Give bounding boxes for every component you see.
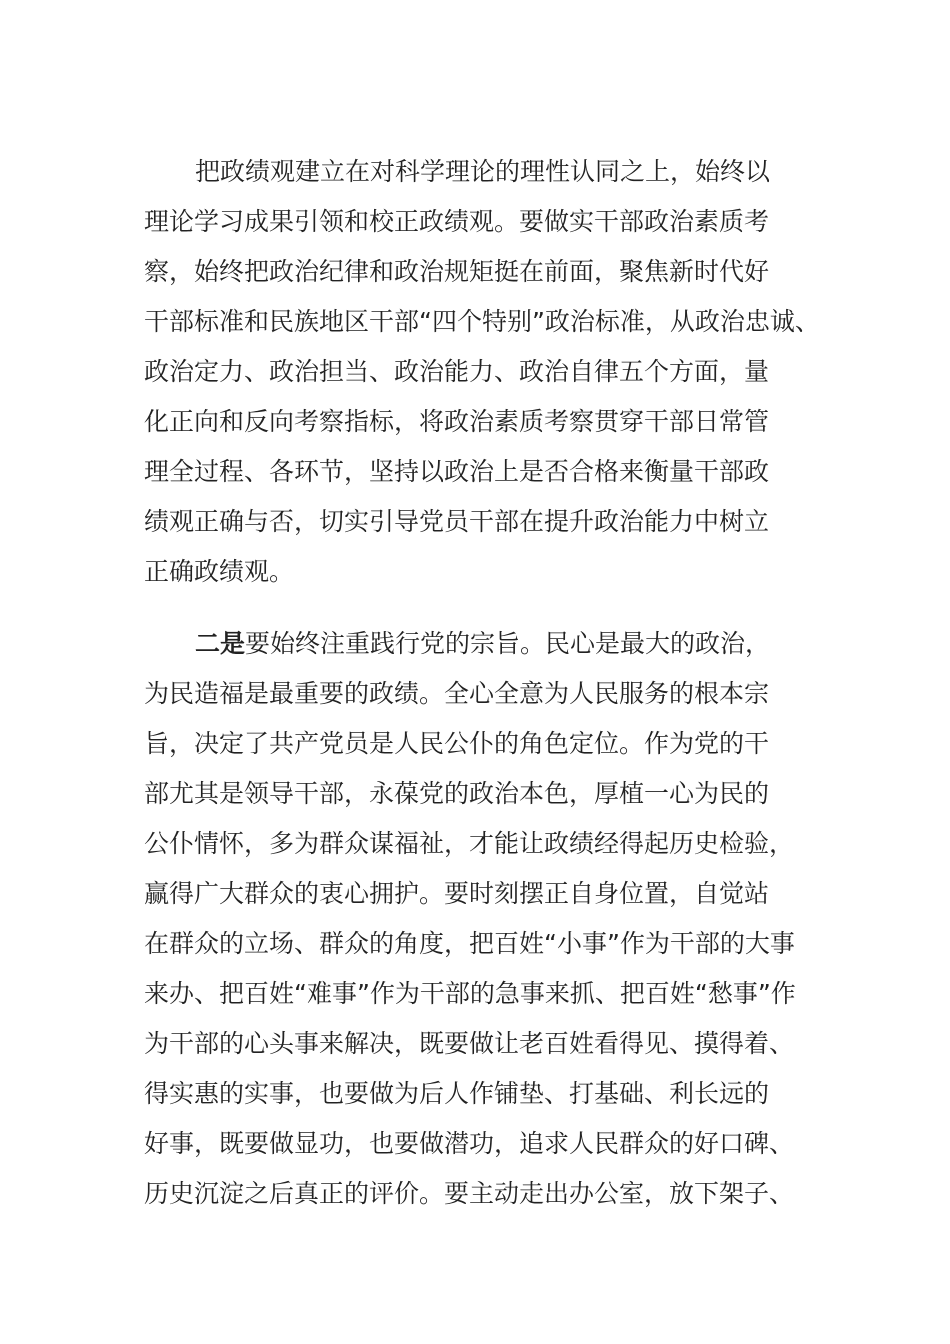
paragraph-line: 政治定力、政治担当、政治能力、政治自律五个方面，量 [144,357,770,386]
paragraph-line: 为干部的心头事来解决，既要做让老百姓看得见、摸得着、 [144,1029,795,1058]
paragraph-line: 得实惠的实事，也要做为后人作铺垫、打基础、利长远的 [144,1079,770,1108]
paragraph-line: 化正向和反向考察指标，将政治素质考察贯穿干部日常管 [144,407,770,436]
paragraph-line: 理全过程、各环节，坚持以政治上是否合格来衡量干部政 [144,457,770,486]
paragraph-line: 公仆情怀，多为群众谋福祉，才能让政绩经得起历史检验， [144,829,795,858]
paragraph-line: 正确政绩观。 [144,557,295,586]
paragraph-line: 理论学习成果引领和校正政绩观。要做实干部政治素质考 [144,207,770,236]
paragraph-line: 察，始终把政治纪律和政治规矩挺在前面，聚焦新时代好 [144,257,770,286]
paragraph-first-line [144,619,824,669]
paragraph-line: 为民造福是最重要的政绩。全心全意为人民服务的根本宗 [144,679,770,708]
paragraph-party-purpose [144,619,824,1219]
paragraph-line: 历史沉淀之后真正的评价。要主动走出办公室，放下架子、 [144,1179,795,1208]
paragraph-line: 绩观正确与否，切实引导党员干部在提升政治能力中树立 [144,507,770,536]
paragraph-political-quality [144,147,824,597]
paragraph-line: 干部标准和民族地区干部“四个特别”政治标准，从政治忠诚、 [144,307,820,336]
paragraph-line: 来办、把百姓“难事”作为干部的急事来抓、把百姓“愁事”作 [144,979,796,1008]
paragraph-line: 部尤其是领导干部，永葆党的政治本色，厚植一心为民的 [144,779,770,808]
paragraph-line: 赢得广大群众的衷心拥护。要时刻摆正自身位置，自觉站 [144,879,770,908]
paragraph-line: 在群众的立场、群众的角度，把百姓“小事”作为干部的大事 [144,929,795,958]
paragraph-line-text: 要始终注重践行党的宗旨。民心是最大的政治， [245,629,771,658]
paragraph-line: 好事，既要做显功，也要做潜功，追求人民群众的好口碑、 [144,1129,795,1158]
paragraph-lead-heading: 二是 [195,629,246,658]
paragraph-line: 旨，决定了共产党员是人民公仆的角色定位。作为党的干 [144,729,770,758]
paragraph-line: 把政绩观建立在对科学理论的理性认同之上，始终以 [195,157,771,186]
